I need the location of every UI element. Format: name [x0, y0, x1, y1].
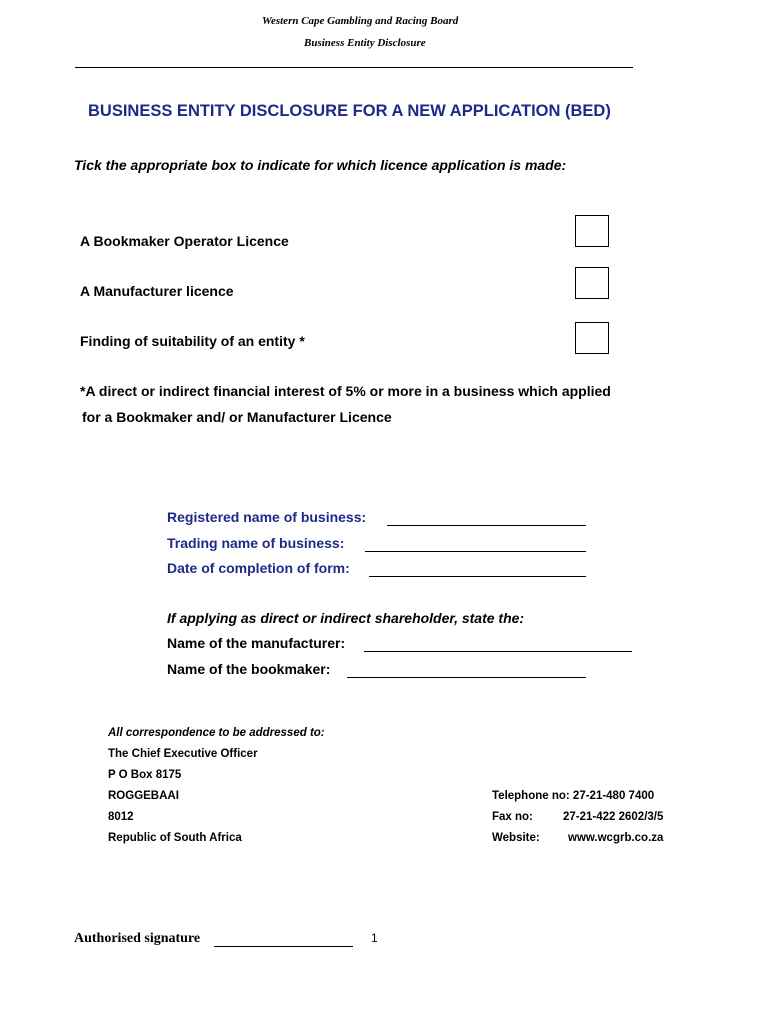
header-board-name: Western Cape Gambling and Racing Board — [262, 15, 459, 27]
option-label-manufacturer: A Manufacturer licence — [80, 283, 234, 299]
manufacturer-name-field[interactable] — [364, 651, 632, 652]
completion-date-label: Date of completion of form: — [167, 560, 350, 576]
website-label: Website: — [492, 832, 540, 844]
bookmaker-name-label: Name of the bookmaker: — [167, 661, 331, 677]
footnote-line-2: for a Bookmaker and/ or Manufacturer Licence — [82, 409, 392, 425]
header-document-name: Business Entity Disclosure — [304, 37, 426, 49]
website-url[interactable]: www.wcgrb.co.za — [568, 832, 664, 844]
fax-number: 27-21-422 2602/3/5 — [563, 811, 664, 823]
signature-label: Authorised signature — [74, 931, 201, 946]
address-line-pobox: P O Box 8175 — [108, 769, 182, 781]
bookmaker-name-field[interactable] — [347, 677, 586, 678]
footnote-line-1: *A direct or indirect financial interest of 5% or more in a business which applied — [80, 383, 611, 399]
registered-name-field[interactable] — [387, 525, 586, 526]
completion-date-field[interactable] — [369, 576, 586, 577]
signature-field[interactable] — [214, 946, 353, 947]
instruction-text: Tick the appropriate box to indicate for which licence application is made: — [74, 157, 567, 173]
checkbox-suitability[interactable] — [575, 322, 609, 354]
trading-name-label: Trading name of business: — [167, 535, 345, 551]
page-title: BUSINESS ENTITY DISCLOSURE FOR A NEW APPLICATION (BED) — [88, 102, 611, 120]
address-line-recipient: The Chief Executive Officer — [108, 748, 258, 760]
header-divider — [75, 67, 633, 68]
shareholder-question: If applying as direct or indirect shareholder, state the: — [167, 610, 525, 626]
registered-name-label: Registered name of business: — [167, 509, 367, 525]
manufacturer-name-label: Name of the manufacturer: — [167, 635, 346, 651]
address-line-postcode: 8012 — [108, 811, 134, 823]
address-line-country: Republic of South Africa — [108, 832, 242, 844]
checkbox-bookmaker-licence[interactable] — [575, 215, 609, 247]
option-label-suitability: Finding of suitability of an entity * — [80, 333, 305, 349]
fax-label: Fax no: — [492, 811, 533, 823]
telephone-number: Telephone no: 27-21-480 7400 — [492, 790, 655, 802]
trading-name-field[interactable] — [365, 551, 586, 552]
option-label-bookmaker: A Bookmaker Operator Licence — [80, 233, 289, 249]
correspondence-heading: All correspondence to be addressed to: — [108, 727, 325, 739]
page-number: 1 — [371, 931, 378, 945]
checkbox-manufacturer-licence[interactable] — [575, 267, 609, 299]
address-line-city: ROGGEBAAI — [108, 790, 179, 802]
